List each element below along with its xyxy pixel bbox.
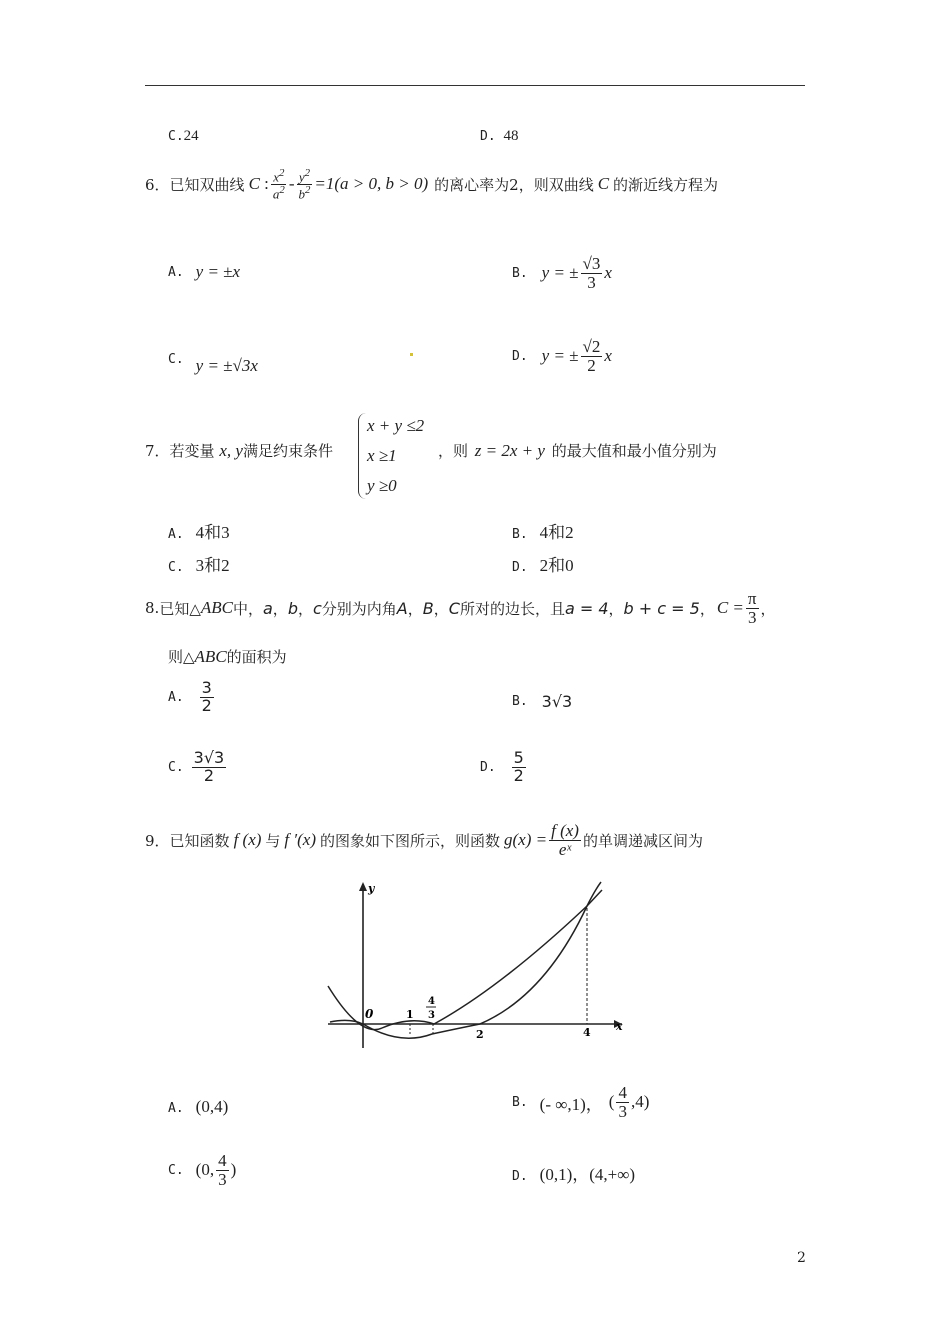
y-axis-label: y xyxy=(368,882,375,895)
constraint-3: y ≥0 xyxy=(367,476,397,495)
page-number: 2 xyxy=(797,1250,806,1266)
tick-frac-den: 3 xyxy=(428,1010,435,1021)
q5-option-c: C.24 xyxy=(168,128,199,144)
q5-option-d: D. 48 xyxy=(480,128,519,144)
q8-option-b: B. 3√3 xyxy=(512,692,573,711)
q9-option-b: B. (- ∞,1)， ( $\frac{4}{3}$ ,4) xyxy=(512,1083,650,1121)
q9-option-c: C. (0, $\frac{4}{3}$ ) xyxy=(168,1151,237,1189)
q6-option-b: B. y = ± $\frac{√3}{3}$ x xyxy=(512,254,612,292)
q9-stem: 9． 已知函数 f (x) 与 f ′(x) 的图象如下图所示，则函数 g(x) = $\frac{f (x)}{\text{eˣ}}$ 的单调递减区间为 xyxy=(145,821,703,859)
q7-stem-left: 7．若变量 x, y满足约束条件 xyxy=(145,441,333,460)
tick-2: 2 xyxy=(476,1028,484,1041)
header-rule xyxy=(145,85,805,86)
tick-frac-num: 4 xyxy=(428,996,435,1007)
q8-stem-line2: 则△ABC的面积为 xyxy=(168,647,287,666)
q6-option-a: A. y = ±x xyxy=(168,262,241,281)
q6-option-c: C. y = ±√3x xyxy=(168,351,258,375)
constraint-2: x ≥1 xyxy=(367,446,397,465)
q9-option-d: D. (0,1)，(4,+∞) xyxy=(512,1165,636,1184)
q6-fraction-y: $\frac{y^2}{b^2}$ xyxy=(298,167,311,202)
q8-stem: 8. 已知△ ABC 中， a ， b ， c 分别为内角 A ， B ， C 所对的边长，且 a = 4 ， b + c = 5 ， C = $\frac{\pi}{3}$ ， xyxy=(145,589,776,627)
q8-option-a: A. $\frac{3}{2}$ xyxy=(168,678,212,715)
function-graph xyxy=(320,878,630,1058)
y-arrow-icon xyxy=(359,882,367,891)
tick-4: 4 xyxy=(583,1026,591,1039)
constraint-1: x + y ≤2 xyxy=(367,416,425,435)
tick-1: 1 xyxy=(406,1008,414,1021)
q6-fraction-x: $\frac{x^2}{a^2}$ xyxy=(272,167,285,202)
q7-option-d: D. 2和0 xyxy=(512,556,574,575)
q7-option-b: B. 4和2 xyxy=(512,523,574,542)
x-axis-label: x xyxy=(616,1020,623,1033)
q6-option-d: D. y = ± $\frac{√2}{2}$ x xyxy=(512,337,612,375)
origin-label: 0 xyxy=(365,1007,374,1021)
stray-dot xyxy=(410,353,413,356)
constraint-brace xyxy=(358,413,367,499)
q8-option-d: D. $\frac{5}{2}$ xyxy=(480,748,524,785)
q7-option-c: C. 3和2 xyxy=(168,556,230,575)
q7-option-a: A. 4和3 xyxy=(168,523,230,542)
q9-option-a: A. (0,4) xyxy=(168,1097,229,1116)
q8-option-c: C. $\frac{3√3}{2}$ xyxy=(168,748,225,785)
q7-stem-right: ，则 z = 2x + y 的最大值和最小值分别为 xyxy=(438,441,717,460)
q6-stem: 6． 已知双曲线 C : $\frac{x^2}{a^2}$ - $\frac{y^2}{b^2}$ =1(a > 0, b > 0) 的离心率为2，则双曲线 C 的渐近线方程为 xyxy=(145,167,719,202)
